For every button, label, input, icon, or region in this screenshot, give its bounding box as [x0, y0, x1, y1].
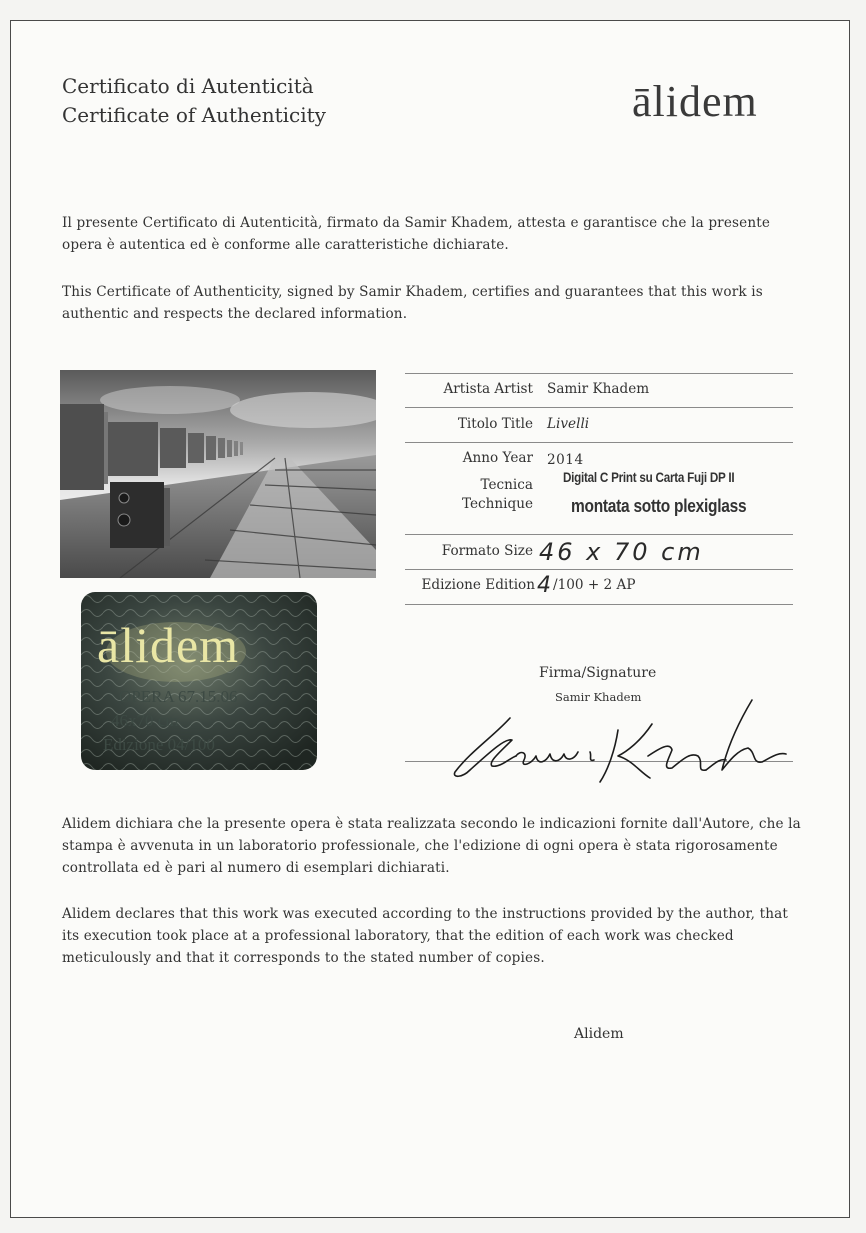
value-year: 2014	[547, 452, 584, 468]
row-title	[405, 407, 793, 442]
declaration-english: Alidem declares that this work was executed according to the instructions provided by the author, that its execution took place at a professional laboratory, that the edition of each work was checked meticulously and that it corresponds to the stated number of copies.	[62, 906, 788, 966]
hologram-seal	[81, 592, 317, 770]
intro-english: This Certificate of Authenticity, signed by Samir Khadem, certifies and guarantees that this work is authentic and respects the declared information.	[62, 284, 763, 322]
signature-line	[405, 761, 793, 762]
label-year: Anno Year	[462, 450, 533, 466]
value-edition-suffix: /100 + 2 AP	[553, 577, 636, 593]
row-end-rule	[405, 604, 793, 606]
value-technique-line-1: Digital C Print su Carta Fuji DP II	[563, 470, 735, 485]
signature-printed-name: Samir Khadem	[555, 690, 642, 704]
row-technique	[405, 469, 793, 534]
label-technique-en: Technique	[461, 496, 533, 512]
value-size-handwritten: 46 x 70 cm	[539, 538, 704, 566]
signature-label: Firma/Signature	[539, 665, 657, 681]
label-title: Titolo Title	[457, 416, 533, 432]
artwork-image	[60, 370, 376, 578]
label-artist: Artista Artist	[443, 381, 533, 397]
row-edition	[405, 569, 793, 604]
declaration-italian: Alidem dichiara che la presente opera è stata realizzata secondo le indicazioni fornite dall'Autore, che la stampa è avvenuta in un laboratorio professionale, che l'edizione di ogni opera è stata rigorosamente controllata ed è pari al numero di esemplari dichiarati.	[62, 816, 801, 876]
label-technique-it: Tecnica	[480, 477, 533, 493]
row-year	[405, 442, 793, 469]
value-technique-line-2: montata sotto plexiglass	[571, 496, 747, 516]
label-edition: Edizione Edition	[421, 577, 535, 593]
hologram-line-1: OPERA 67.15.06	[119, 687, 238, 706]
hologram-line-2: 46x70 cm	[111, 711, 179, 730]
title-english: Certificate of Authenticity	[62, 103, 326, 127]
hologram-line-3: Edizione 04/100	[103, 735, 215, 754]
value-artist: Samir Khadem	[547, 381, 650, 397]
alidem-logo: ālidem	[632, 77, 758, 126]
hologram-logo: ālidem	[97, 617, 240, 673]
value-edition-number: 4	[537, 573, 551, 598]
certificate-title	[62, 72, 326, 130]
footer-signatory: Alidem	[574, 1026, 624, 1042]
row-size	[405, 534, 793, 569]
value-title: Livelli	[547, 416, 590, 432]
label-size: Formato Size	[441, 543, 533, 559]
row-artist	[405, 373, 793, 407]
intro-italian: Il presente Certificato di Autenticità, firmato da Samir Khadem, attesta e garantisce che la presente opera è autentica ed è conforme alle caratteristiche dichiarate.	[62, 215, 771, 253]
title-italian: Certificato di Autenticità	[62, 74, 314, 98]
details-table	[405, 373, 793, 606]
